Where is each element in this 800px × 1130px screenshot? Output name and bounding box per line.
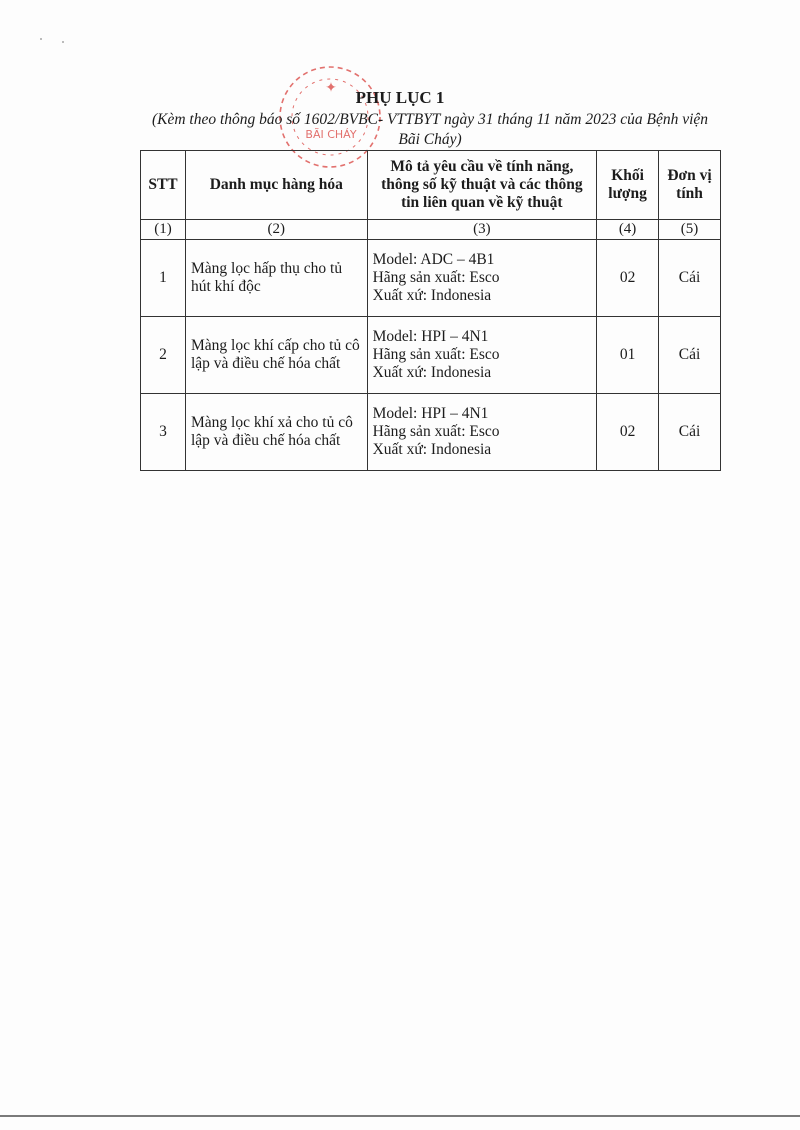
spec-manufacturer: Hãng sản xuất: Esco [372,269,500,286]
goods-table [140,150,721,471]
spec-model: Model: HPI – 4N1 [372,328,489,345]
column-number-row [141,220,721,240]
row-stt: 1 [141,240,186,317]
document-title: PHỤ LỤC 1 [355,88,445,107]
spec-origin: Xuất xứ: Indonesia [372,364,492,381]
row-quantity: 02 [597,394,659,471]
spec-manufacturer: Hãng sản xuất: Esco [372,423,500,440]
spec-model: Model: ADC – 4B1 [372,251,495,268]
column-number: (2) [185,220,367,240]
header-stt: STT [141,151,186,220]
row-stt: 3 [141,394,186,471]
header-quantity: Khối lượng [597,151,659,220]
header-item-name: Danh mục hàng hóa [185,151,367,220]
column-number: (4) [597,220,659,240]
scan-edge-line [0,1115,800,1117]
row-item-name: Màng lọc khí xả cho tủ cô lập và điều chế hóa chất [185,394,367,471]
spec-origin: Xuất xứ: Indonesia [372,287,492,304]
spec-model: Model: HPI – 4N1 [372,405,489,422]
document-subtitle: (Kèm theo thông báo số 1602/BVBC- VTTBYT ngày 31 tháng 11 năm 2023 của Bệnh viện Bãi Cháy) [151,111,709,148]
spec-manufacturer: Hãng sản xuất: Esco [372,346,500,363]
column-number: (1) [141,220,186,240]
column-number: (3) [367,220,597,240]
row-stt: 2 [141,317,186,394]
row-unit: Cái [659,240,721,317]
row-quantity: 01 [597,317,659,394]
scan-speck [62,41,64,43]
row-unit: Cái [659,317,721,394]
header-specification: Mô tả yêu cầu về tính năng, thông số kỹ thuật và các thông tin liên quan về kỹ thuật [367,151,597,220]
scan-speck [40,38,42,40]
svg-text:✦: ✦ [325,80,337,96]
row-item-name: Màng lọc khí cấp cho tủ cô lập và điều chế hóa chất [185,317,367,394]
row-item-name: Màng lọc hấp thụ cho tủ hút khí độc [185,240,367,317]
row-quantity: 02 [597,240,659,317]
table-header-row [141,151,721,220]
row-specification [367,240,597,317]
header-unit: Đơn vị tính [659,151,721,220]
table-row [141,240,721,317]
table-row [141,317,721,394]
row-specification [367,317,597,394]
stamp-text: BÃI CHÁY [305,128,357,141]
row-unit: Cái [659,394,721,471]
table-row [141,394,721,471]
column-number: (5) [659,220,721,240]
spec-origin: Xuất xứ: Indonesia [372,441,492,458]
row-specification [367,394,597,471]
